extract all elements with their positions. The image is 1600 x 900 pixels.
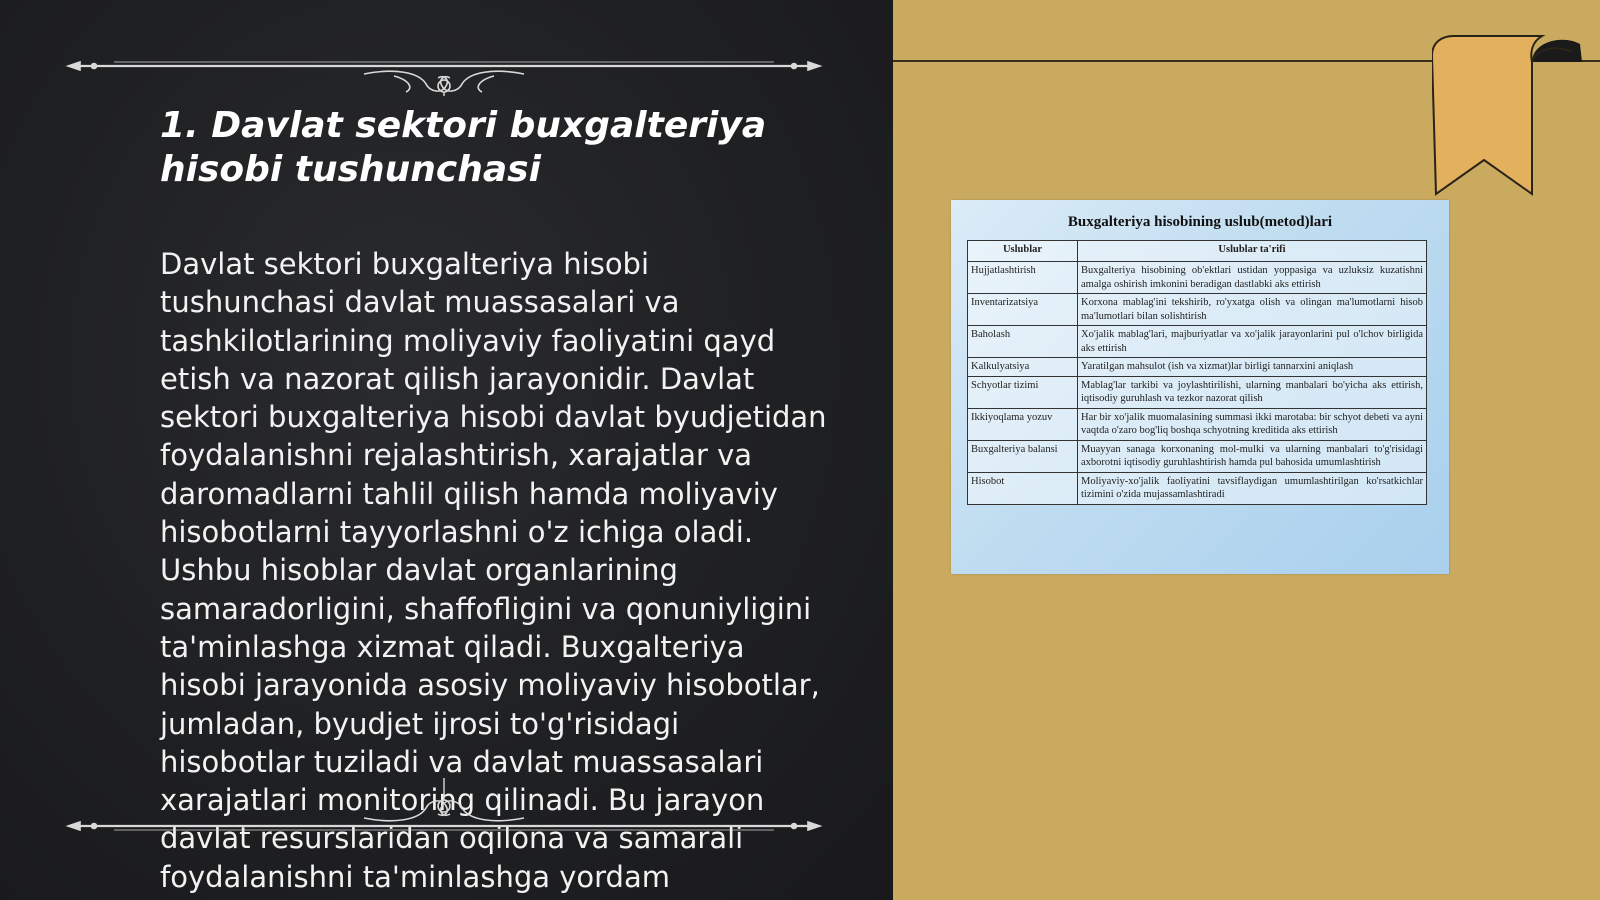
definition-cell: Muayyan sanaga korxonaning mol-mulki va ularning manbalari to'g'risidagi axborotni iqtisodiy guruhlashtirish hamda pul bahosida umumlashtirish — [1078, 440, 1427, 472]
table-row — [968, 294, 1427, 326]
ribbon-bookmark-icon — [1432, 34, 1582, 199]
table-row — [968, 376, 1427, 408]
slide-title: 1. Davlat sektori buxgalteriya hisobi tushunchasi — [160, 105, 767, 190]
definition-cell: Yaratilgan mahsulot (ish va xizmat)lar birligi tannarxini aniqlash — [1078, 358, 1427, 377]
method-cell: Hujjatlashtirish — [968, 262, 1078, 294]
table-header-row — [968, 241, 1427, 262]
definition-cell: Korxona mablag'ini tekshirib, ro'yxatga olish va olingan ma'lumotlarni hisob ma'lumotlari bilan solishtirish — [1078, 294, 1427, 326]
method-cell: Ikkiyoqlama yozuv — [968, 408, 1078, 440]
methods-table — [967, 240, 1427, 505]
column-header: Uslublar — [968, 241, 1078, 262]
column-header: Uslublar ta'rifi — [1078, 241, 1427, 262]
table-row — [968, 408, 1427, 440]
table-row — [968, 262, 1427, 294]
method-cell: Kalkulyatsiya — [968, 358, 1078, 377]
definition-cell: Xo'jalik mablag'lari, majburiyatlar va xo'jalik jarayonlarini pul o'lchov birligida aks ettirish — [1078, 326, 1427, 358]
table-row — [968, 472, 1427, 504]
accounting-methods-table-image — [951, 200, 1449, 574]
table-row — [968, 326, 1427, 358]
table-row — [968, 440, 1427, 472]
method-cell: Inventarizatsiya — [968, 294, 1078, 326]
definition-cell: Moliyaviy-xo'jalik faoliyatini tavsiflaydigan umumlashtirilgan ko'rsatkichlar tizimini o'zida mujassamlashtiradi — [1078, 472, 1427, 504]
method-cell: Hisobot — [968, 472, 1078, 504]
method-cell: Baholash — [968, 326, 1078, 358]
ornament-divider-bottom — [64, 776, 824, 836]
definition-cell: Buxgalteriya hisobining ob'ektlari ustidan yoppasiga va uzluksiz kuzatishni amalga oshirish imkonini beradigan dastlabki aks ettirish — [1078, 262, 1427, 294]
ornament-divider-top — [64, 36, 824, 96]
definition-cell: Mablag'lar tarkibi va joylashtirilishi, ularning manbalari bo'yicha aks ettirish, iqtisodiy guruhlash va tezkor nazorat qilish — [1078, 376, 1427, 408]
definition-cell: Har bir xo'jalik muomalasining summasi ikki marotaba: bir schyot debeti va ayni vaqtda o'zaro bog'liq boshqa schyotning kreditida aks ettirish — [1078, 408, 1427, 440]
method-cell: Buxgalteriya balansi — [968, 440, 1078, 472]
method-cell: Schyotlar tizimi — [968, 376, 1078, 408]
slide-body-text: Davlat sektori buxgalteriya hisobi tushunchasi davlat muassasalari va tashkilotlarining moliyaviy faoliyatini qayd etish va nazorat qilish jarayonidir. Davlat sektori buxgalteriya hisobi davlat byudjetidan foydalanishni rejalashtirish, xarajatlar va daromadlarni tahlil qilish hamda moliyaviy hisobotlarni tayyorlashni o'z ichiga oladi. Ushbu hisoblar davlat organlarining samaradorligini, shaffofligini va qonuniyligini ta'minlashga xizmat qiladi. Buxgalteriya hisobi jarayonida asosiy moliyaviy hisobotlar, jumladan, byudjet ijrosi to'g'risidagi hisobotlar tuziladi va davlat muassasalari xarajatlari monitoring qilinadi. Bu jarayon davlat resurslaridan oqilona va samarali foydalanishni ta'minlashga yordam — [160, 247, 827, 894]
table-caption: Buxgalteriya hisobining uslub(metod)lari — [1067, 214, 1333, 230]
table-row — [968, 358, 1427, 377]
